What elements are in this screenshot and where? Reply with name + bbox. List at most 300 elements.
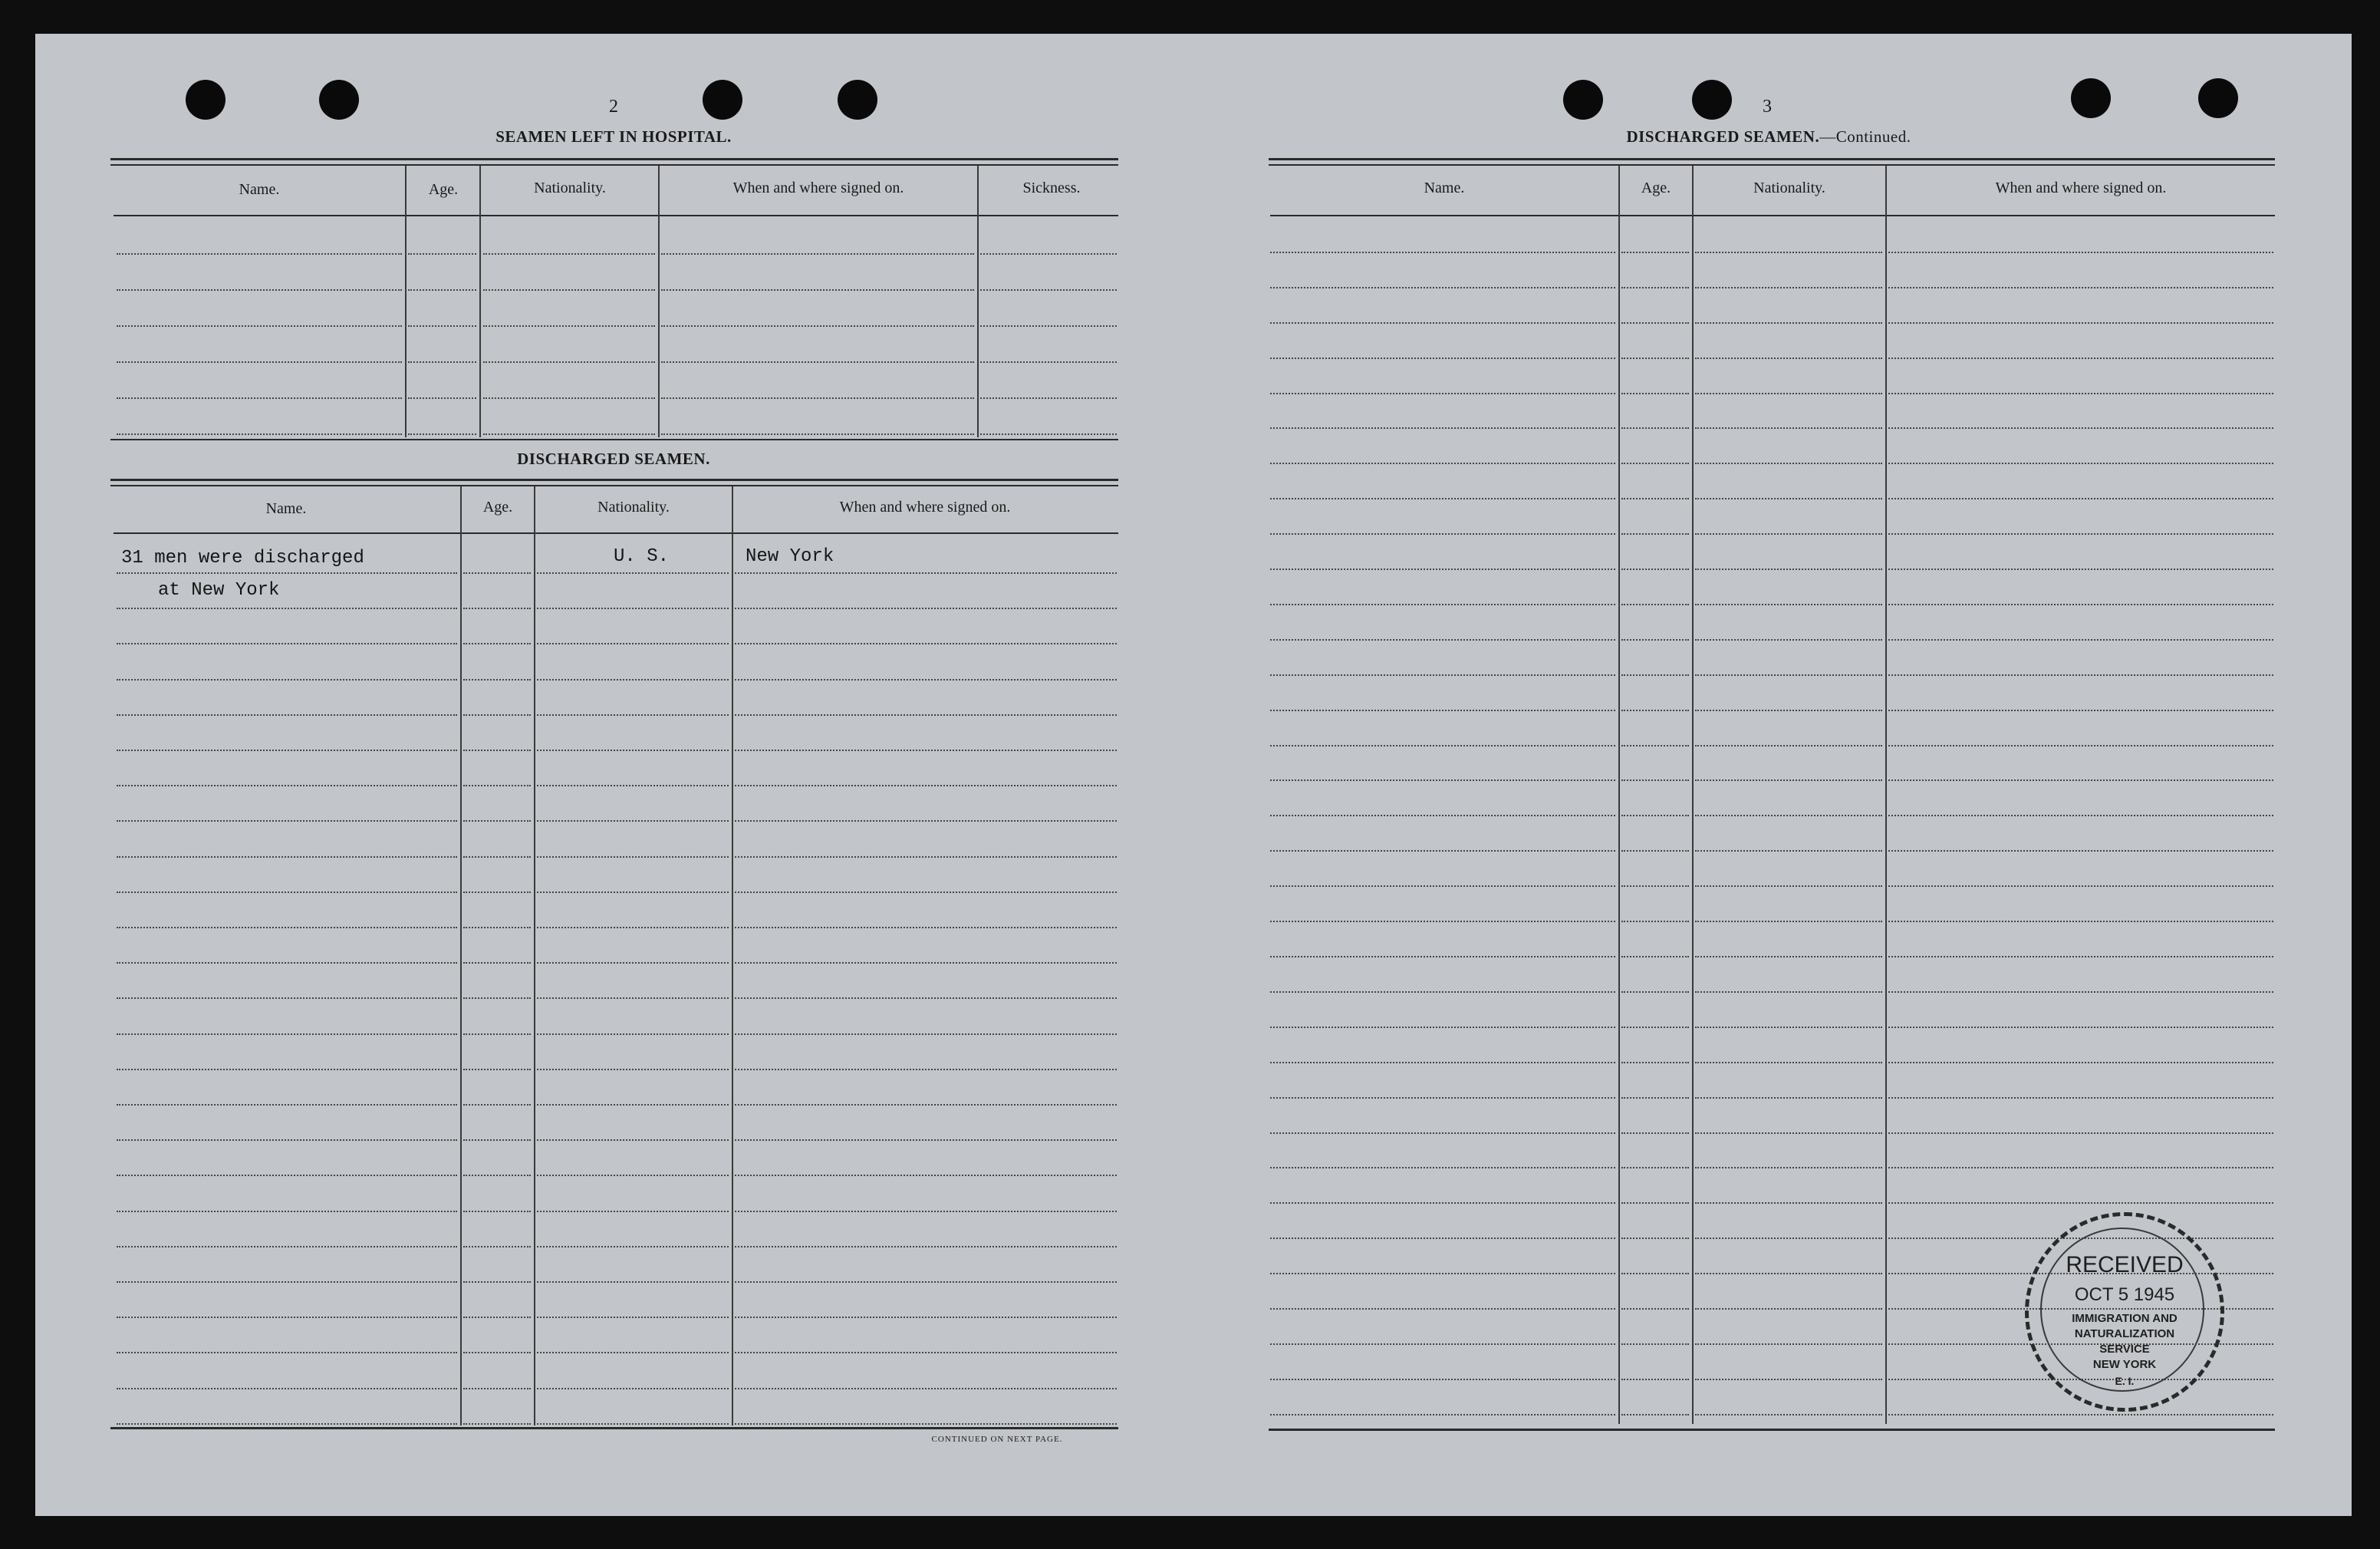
ruled-line: [483, 361, 655, 363]
ruled-line: [1621, 956, 1689, 957]
ruled-line: [117, 1246, 457, 1247]
column-divider: [1692, 166, 1694, 1424]
ruled-line: [1888, 498, 2273, 499]
column-divider: [479, 166, 481, 437]
ruled-line: [1270, 1308, 1615, 1310]
ruled-line: [1888, 921, 2273, 922]
ruled-line: [1695, 991, 1882, 993]
ruled-line: [1621, 287, 1689, 288]
ruled-line: [117, 1175, 457, 1176]
column-header-signed-on: When and where signed on.: [839, 499, 1011, 516]
ruled-line: [537, 962, 729, 964]
ruled-line: [117, 1317, 457, 1318]
ruled-line: [1621, 427, 1689, 429]
ruled-line: [1695, 1308, 1882, 1310]
ruled-line: [1621, 850, 1689, 852]
ruled-line: [408, 361, 476, 363]
ruled-line: [1621, 1238, 1689, 1239]
ruled-line: [661, 253, 974, 255]
ruled-line: [1695, 639, 1882, 641]
ruled-line: [463, 1104, 531, 1106]
ruled-line: [117, 891, 457, 893]
ruled-line: [117, 962, 457, 964]
ruled-line: [1695, 322, 1882, 324]
ruled-line: [463, 820, 531, 822]
ruled-line: [1695, 1097, 1882, 1099]
ruled-line: [1270, 533, 1615, 535]
ruled-line: [1888, 252, 2273, 253]
ruled-line: [1621, 498, 1689, 499]
ruled-line: [1695, 710, 1882, 711]
ruled-line: [1888, 1167, 2273, 1168]
double-rule: [110, 479, 1118, 481]
column-header-age: Age.: [482, 499, 513, 516]
stamp-line7: E. I.: [2115, 1375, 2135, 1387]
ruled-line: [1270, 745, 1615, 746]
ruled-line: [537, 714, 729, 716]
ruled-line: [1695, 674, 1882, 676]
ruled-line: [1695, 1132, 1882, 1134]
ruled-line: [483, 325, 655, 327]
ruled-line: [1888, 1132, 2273, 1134]
ruled-line: [980, 325, 1117, 327]
ruled-line: [735, 997, 1117, 999]
ruled-line: [1270, 1379, 1615, 1380]
ruled-line: [117, 433, 402, 435]
ruled-line: [1888, 358, 2273, 359]
column-divider: [534, 486, 535, 1425]
ruled-line: [463, 962, 531, 964]
ruled-line: [1621, 1097, 1689, 1099]
ruled-line: [1888, 956, 2273, 957]
ruled-line: [463, 714, 531, 716]
ruled-line: [735, 1423, 1117, 1425]
ruled-line: [1695, 1238, 1882, 1239]
punch-hole: [319, 80, 359, 120]
ruled-line: [463, 891, 531, 893]
ruled-line: [735, 785, 1117, 786]
ruled-line: [735, 608, 1117, 609]
ruled-line: [1621, 533, 1689, 535]
ruled-line: [1695, 427, 1882, 429]
ruled-line: [1270, 1414, 1615, 1416]
ruled-line: [1270, 427, 1615, 429]
ruled-line: [463, 679, 531, 681]
ruled-line: [1695, 569, 1882, 570]
ruled-line: [463, 750, 531, 751]
ruled-line: [1888, 991, 2273, 993]
ruled-line: [1621, 921, 1689, 922]
ruled-line: [1270, 1097, 1615, 1099]
ruled-line: [1270, 850, 1615, 852]
ruled-line: [735, 891, 1117, 893]
ruled-line: [463, 997, 531, 999]
ruled-line: [537, 1104, 729, 1106]
ruled-line: [735, 1069, 1117, 1070]
ruled-line: [117, 1069, 457, 1070]
ruled-line: [1621, 1202, 1689, 1204]
ruled-line: [117, 1033, 457, 1035]
ruled-line: [463, 785, 531, 786]
ruled-line: [1888, 533, 2273, 535]
ruled-line: [1621, 1167, 1689, 1168]
column-divider: [460, 486, 462, 1425]
discharged-section-title: DISCHARGED SEAMEN.: [517, 450, 710, 468]
ruled-line: [735, 1211, 1117, 1212]
ruled-line: [1621, 745, 1689, 746]
ruled-line: [117, 1104, 457, 1106]
ruled-line: [408, 397, 476, 399]
ruled-line: [1695, 779, 1882, 781]
ruled-line: [661, 397, 974, 399]
ruled-line: [1888, 1027, 2273, 1028]
ruled-line: [1695, 921, 1882, 922]
header-rule: [114, 532, 1118, 534]
ruled-line: [1888, 850, 2273, 852]
ruled-line: [408, 433, 476, 435]
ruled-line: [1695, 252, 1882, 253]
ruled-line: [408, 253, 476, 255]
punch-hole: [1563, 80, 1603, 120]
punch-hole: [703, 80, 742, 120]
ruled-line: [1270, 710, 1615, 711]
double-rule: [1269, 158, 2275, 160]
ruled-line: [735, 750, 1117, 751]
ruled-line: [537, 1033, 729, 1035]
ruled-line: [1621, 1308, 1689, 1310]
column-divider: [1885, 166, 1887, 1424]
ruled-line: [1695, 815, 1882, 816]
ruled-line: [483, 289, 655, 291]
double-rule: [1269, 164, 2275, 166]
ruled-line: [1888, 885, 2273, 887]
ruled-line: [1888, 639, 2273, 641]
ruled-line: [117, 325, 402, 327]
ruled-line: [1695, 1167, 1882, 1168]
ruled-line: [1888, 1097, 2273, 1099]
ruled-line: [117, 785, 457, 786]
ruled-line: [1621, 710, 1689, 711]
ruled-line: [1621, 639, 1689, 641]
ruled-line: [735, 1104, 1117, 1106]
hospital-section-title: SEAMEN LEFT IN HOSPITAL.: [495, 127, 732, 146]
ruled-line: [1621, 569, 1689, 570]
ruled-line: [463, 1281, 531, 1283]
received-stamp: [2010, 1197, 2240, 1427]
ruled-line: [463, 1211, 531, 1212]
ruled-line: [1888, 604, 2273, 605]
ruled-line: [735, 1317, 1117, 1318]
ruled-line: [735, 1246, 1117, 1247]
column-divider: [977, 166, 979, 437]
ruled-line: [1270, 498, 1615, 499]
ruled-line: [1270, 639, 1615, 641]
ruled-line: [1621, 1132, 1689, 1134]
ruled-line: [735, 1281, 1117, 1283]
punch-hole: [1692, 80, 1732, 120]
ruled-line: [661, 289, 974, 291]
section-rule: [110, 439, 1118, 440]
ruled-line: [537, 608, 729, 609]
ruled-line: [1621, 1273, 1689, 1274]
ruled-line: [1888, 463, 2273, 464]
page-number: 3: [1763, 97, 1772, 117]
column-header-signed-on: When and where signed on.: [1995, 180, 2167, 196]
ruled-line: [117, 1281, 457, 1283]
ruled-line: [117, 856, 457, 858]
ruled-line: [980, 397, 1117, 399]
column-divider: [405, 166, 407, 437]
ruled-line: [1695, 1202, 1882, 1204]
ruled-line: [117, 714, 457, 716]
ruled-line: [537, 1317, 729, 1318]
ruled-line: [537, 997, 729, 999]
handwritten-name-line2: at New York: [158, 580, 280, 601]
ruled-line: [463, 1033, 531, 1035]
ruled-line: [117, 253, 402, 255]
ruled-line: [408, 325, 476, 327]
column-header-name: Name.: [1424, 180, 1465, 196]
handwritten-signed-on: New York: [746, 546, 834, 567]
ruled-line: [1621, 1027, 1689, 1028]
ruled-line: [735, 1139, 1117, 1141]
ruled-line: [1695, 287, 1882, 288]
ruled-line: [1621, 815, 1689, 816]
ruled-line: [537, 856, 729, 858]
ruled-line: [1621, 991, 1689, 993]
punch-hole: [2071, 78, 2111, 118]
ruled-line: [1270, 1238, 1615, 1239]
ruled-line: [117, 608, 457, 609]
ruled-line: [537, 1246, 729, 1247]
ruled-line: [735, 1388, 1117, 1389]
ruled-line: [1621, 358, 1689, 359]
punch-hole: [186, 80, 225, 120]
ruled-line: [1270, 815, 1615, 816]
ruled-line: [1888, 427, 2273, 429]
ruled-line: [1621, 604, 1689, 605]
ruled-line: [117, 289, 402, 291]
ruled-line: [980, 253, 1117, 255]
column-header-nationality: Nationality.: [1753, 180, 1825, 196]
ruled-line: [735, 1033, 1117, 1035]
page-number: 2: [609, 97, 618, 117]
header-rule: [1270, 215, 2275, 216]
ruled-line: [463, 1423, 531, 1425]
ruled-line: [1621, 674, 1689, 676]
ruled-line: [1621, 1414, 1689, 1416]
ruled-line: [117, 643, 457, 644]
ruled-line: [735, 820, 1117, 822]
ruled-line: [537, 927, 729, 928]
ruled-line: [463, 572, 531, 574]
ruled-line: [1270, 1027, 1615, 1028]
handwritten-nationality: U. S.: [614, 546, 670, 567]
stamp-line4: NATURALIZATION: [2074, 1327, 2175, 1340]
ruled-line: [1270, 1132, 1615, 1134]
ruled-line: [1621, 885, 1689, 887]
ruled-line: [463, 1069, 531, 1070]
ruled-line: [661, 433, 974, 435]
ruled-line: [1621, 322, 1689, 324]
ruled-line: [1270, 885, 1615, 887]
ruled-line: [735, 856, 1117, 858]
ruled-line: [1695, 745, 1882, 746]
ruled-line: [1888, 322, 2273, 324]
ruled-line: [1695, 1343, 1882, 1345]
ruled-line: [735, 927, 1117, 928]
ruled-line: [1621, 1062, 1689, 1063]
ruled-line: [117, 679, 457, 681]
ruled-line: [537, 1388, 729, 1389]
stamp-line3: IMMIGRATION AND: [2072, 1312, 2178, 1325]
column-divider: [732, 486, 733, 1425]
stamp-line6: NEW YORK: [2092, 1358, 2157, 1371]
ruled-line: [463, 1388, 531, 1389]
ruled-line: [1888, 674, 2273, 676]
ruled-line: [463, 608, 531, 609]
stamp-line5: SERVICE: [2099, 1343, 2150, 1356]
column-header-nationality: Nationality.: [597, 499, 670, 516]
stamp-received: RECEIVED: [2066, 1252, 2184, 1277]
ruled-line: [1621, 463, 1689, 464]
ruled-line: [463, 1175, 531, 1176]
ruled-line: [1888, 779, 2273, 781]
bottom-rule: [110, 1427, 1118, 1429]
ruled-line: [1270, 358, 1615, 359]
ruled-line: [1888, 745, 2273, 746]
ruled-line: [1695, 885, 1882, 887]
ruled-line: [1695, 393, 1882, 394]
ruled-line: [117, 1423, 457, 1425]
ruled-line: [1621, 779, 1689, 781]
ruled-line: [1621, 1379, 1689, 1380]
ruled-line: [735, 643, 1117, 644]
ruled-line: [537, 750, 729, 751]
ruled-line: [1695, 604, 1882, 605]
ruled-line: [1888, 710, 2273, 711]
ruled-line: [1888, 815, 2273, 816]
ruled-line: [1270, 674, 1615, 676]
ruled-line: [980, 289, 1117, 291]
ruled-line: [483, 397, 655, 399]
ruled-line: [735, 962, 1117, 964]
ruled-line: [537, 643, 729, 644]
ruled-line: [1270, 1273, 1615, 1274]
column-header-sickness: Sickness.: [1022, 180, 1081, 196]
ruled-line: [1270, 322, 1615, 324]
ruled-line: [1695, 1027, 1882, 1028]
ruled-line: [980, 361, 1117, 363]
column-header-name: Name.: [239, 181, 280, 198]
left-page: [35, 34, 1196, 1516]
ruled-line: [1270, 1202, 1615, 1204]
ruled-line: [1270, 287, 1615, 288]
ruled-line: [661, 325, 974, 327]
column-header-signed-on: When and where signed on.: [732, 180, 904, 196]
ruled-line: [1695, 956, 1882, 957]
ruled-line: [1695, 850, 1882, 852]
ruled-line: [980, 433, 1117, 435]
discharged-continued-title: DISCHARGED SEAMEN.—Continued.: [1626, 127, 1911, 146]
ruled-line: [735, 714, 1117, 716]
ruled-line: [463, 643, 531, 644]
ruled-line: [537, 572, 729, 574]
ruled-line: [483, 253, 655, 255]
ruled-line: [1695, 1414, 1882, 1416]
handwritten-name-line1: 31 men were discharged: [121, 548, 364, 569]
ruled-line: [537, 1281, 729, 1283]
stamp-date: OCT 5 1945: [2074, 1284, 2175, 1305]
ruled-line: [117, 750, 457, 751]
ruled-line: [117, 997, 457, 999]
double-rule: [110, 158, 1118, 160]
ruled-line: [117, 1388, 457, 1389]
ruled-line: [117, 572, 457, 574]
ruled-line: [1621, 252, 1689, 253]
ruled-line: [463, 1139, 531, 1141]
ruled-line: [537, 1423, 729, 1425]
column-divider: [1618, 166, 1620, 1424]
ruled-line: [117, 1139, 457, 1141]
ruled-line: [1270, 1167, 1615, 1168]
ruled-line: [408, 289, 476, 291]
ruled-line: [1888, 569, 2273, 570]
ruled-line: [735, 1175, 1117, 1176]
ruled-line: [1270, 252, 1615, 253]
ruled-line: [1270, 393, 1615, 394]
ruled-line: [735, 679, 1117, 681]
ruled-line: [1888, 287, 2273, 288]
ruled-line: [463, 927, 531, 928]
ruled-line: [117, 361, 402, 363]
ruled-line: [735, 1352, 1117, 1353]
column-header-name: Name.: [265, 500, 307, 517]
column-divider: [658, 166, 660, 437]
column-header-nationality: Nationality.: [534, 180, 606, 196]
ruled-line: [1888, 393, 2273, 394]
ruled-line: [735, 572, 1117, 574]
ruled-line: [463, 1317, 531, 1318]
ruled-line: [1695, 463, 1882, 464]
ruled-line: [1695, 1273, 1882, 1274]
punch-hole: [838, 80, 877, 120]
ruled-line: [1621, 1343, 1689, 1345]
ruled-line: [537, 820, 729, 822]
ruled-line: [537, 1139, 729, 1141]
ruled-line: [1621, 393, 1689, 394]
ruled-line: [537, 1069, 729, 1070]
ruled-line: [1695, 358, 1882, 359]
ruled-line: [117, 1352, 457, 1353]
ruled-line: [1270, 921, 1615, 922]
ruled-line: [1695, 1379, 1882, 1380]
header-rule: [114, 215, 1118, 216]
ruled-line: [1270, 991, 1615, 993]
ruled-line: [537, 1175, 729, 1176]
ruled-line: [537, 1211, 729, 1212]
ruled-line: [1270, 604, 1615, 605]
double-rule: [110, 164, 1118, 166]
punch-hole: [2198, 78, 2238, 118]
column-header-age: Age.: [1641, 180, 1671, 196]
ruled-line: [1695, 533, 1882, 535]
ruled-line: [1888, 1062, 2273, 1063]
ruled-line: [1695, 498, 1882, 499]
bottom-rule: [1269, 1429, 2275, 1431]
ruled-line: [537, 891, 729, 893]
ruled-line: [661, 361, 974, 363]
